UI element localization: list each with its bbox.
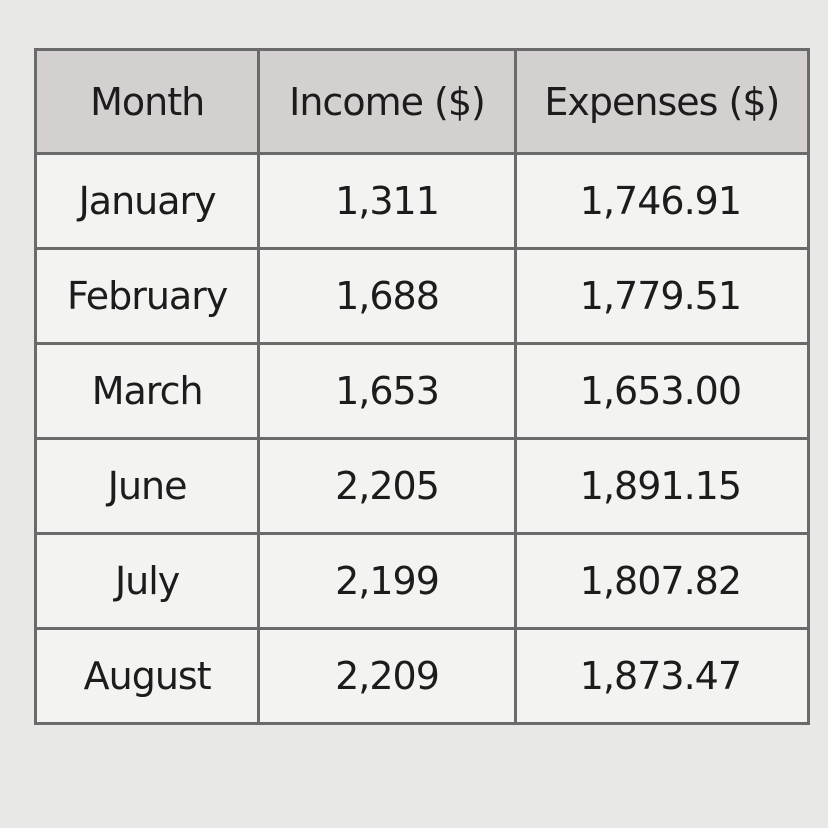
income-cell: 2,199	[259, 534, 516, 629]
income-cell: 2,205	[259, 439, 516, 534]
table-header	[36, 50, 809, 154]
expenses-cell: 1,891.15	[515, 439, 808, 534]
expenses-cell: 1,873.47	[515, 629, 808, 724]
income-cell: 1,311	[259, 154, 516, 249]
expenses-cell: 1,779.51	[515, 249, 808, 344]
expenses-cell: 1,746.91	[515, 154, 808, 249]
header-row	[36, 50, 809, 154]
income-cell: 2,209	[259, 629, 516, 724]
header-income: Income ($)	[259, 50, 516, 154]
table-row	[36, 154, 809, 249]
table-row	[36, 249, 809, 344]
expenses-cell: 1,653.00	[515, 344, 808, 439]
month-cell: January	[36, 154, 259, 249]
header-expenses: Expenses ($)	[515, 50, 808, 154]
income-cell: 1,688	[259, 249, 516, 344]
month-cell: February	[36, 249, 259, 344]
table-row	[36, 439, 809, 534]
month-cell: August	[36, 629, 259, 724]
month-cell: July	[36, 534, 259, 629]
expenses-cell: 1,807.82	[515, 534, 808, 629]
header-month: Month	[36, 50, 259, 154]
table-body	[36, 154, 809, 724]
month-cell: March	[36, 344, 259, 439]
income-expenses-table	[34, 48, 810, 725]
income-cell: 1,653	[259, 344, 516, 439]
table-row	[36, 629, 809, 724]
month-cell: June	[36, 439, 259, 534]
table-row	[36, 534, 809, 629]
table-row	[36, 344, 809, 439]
